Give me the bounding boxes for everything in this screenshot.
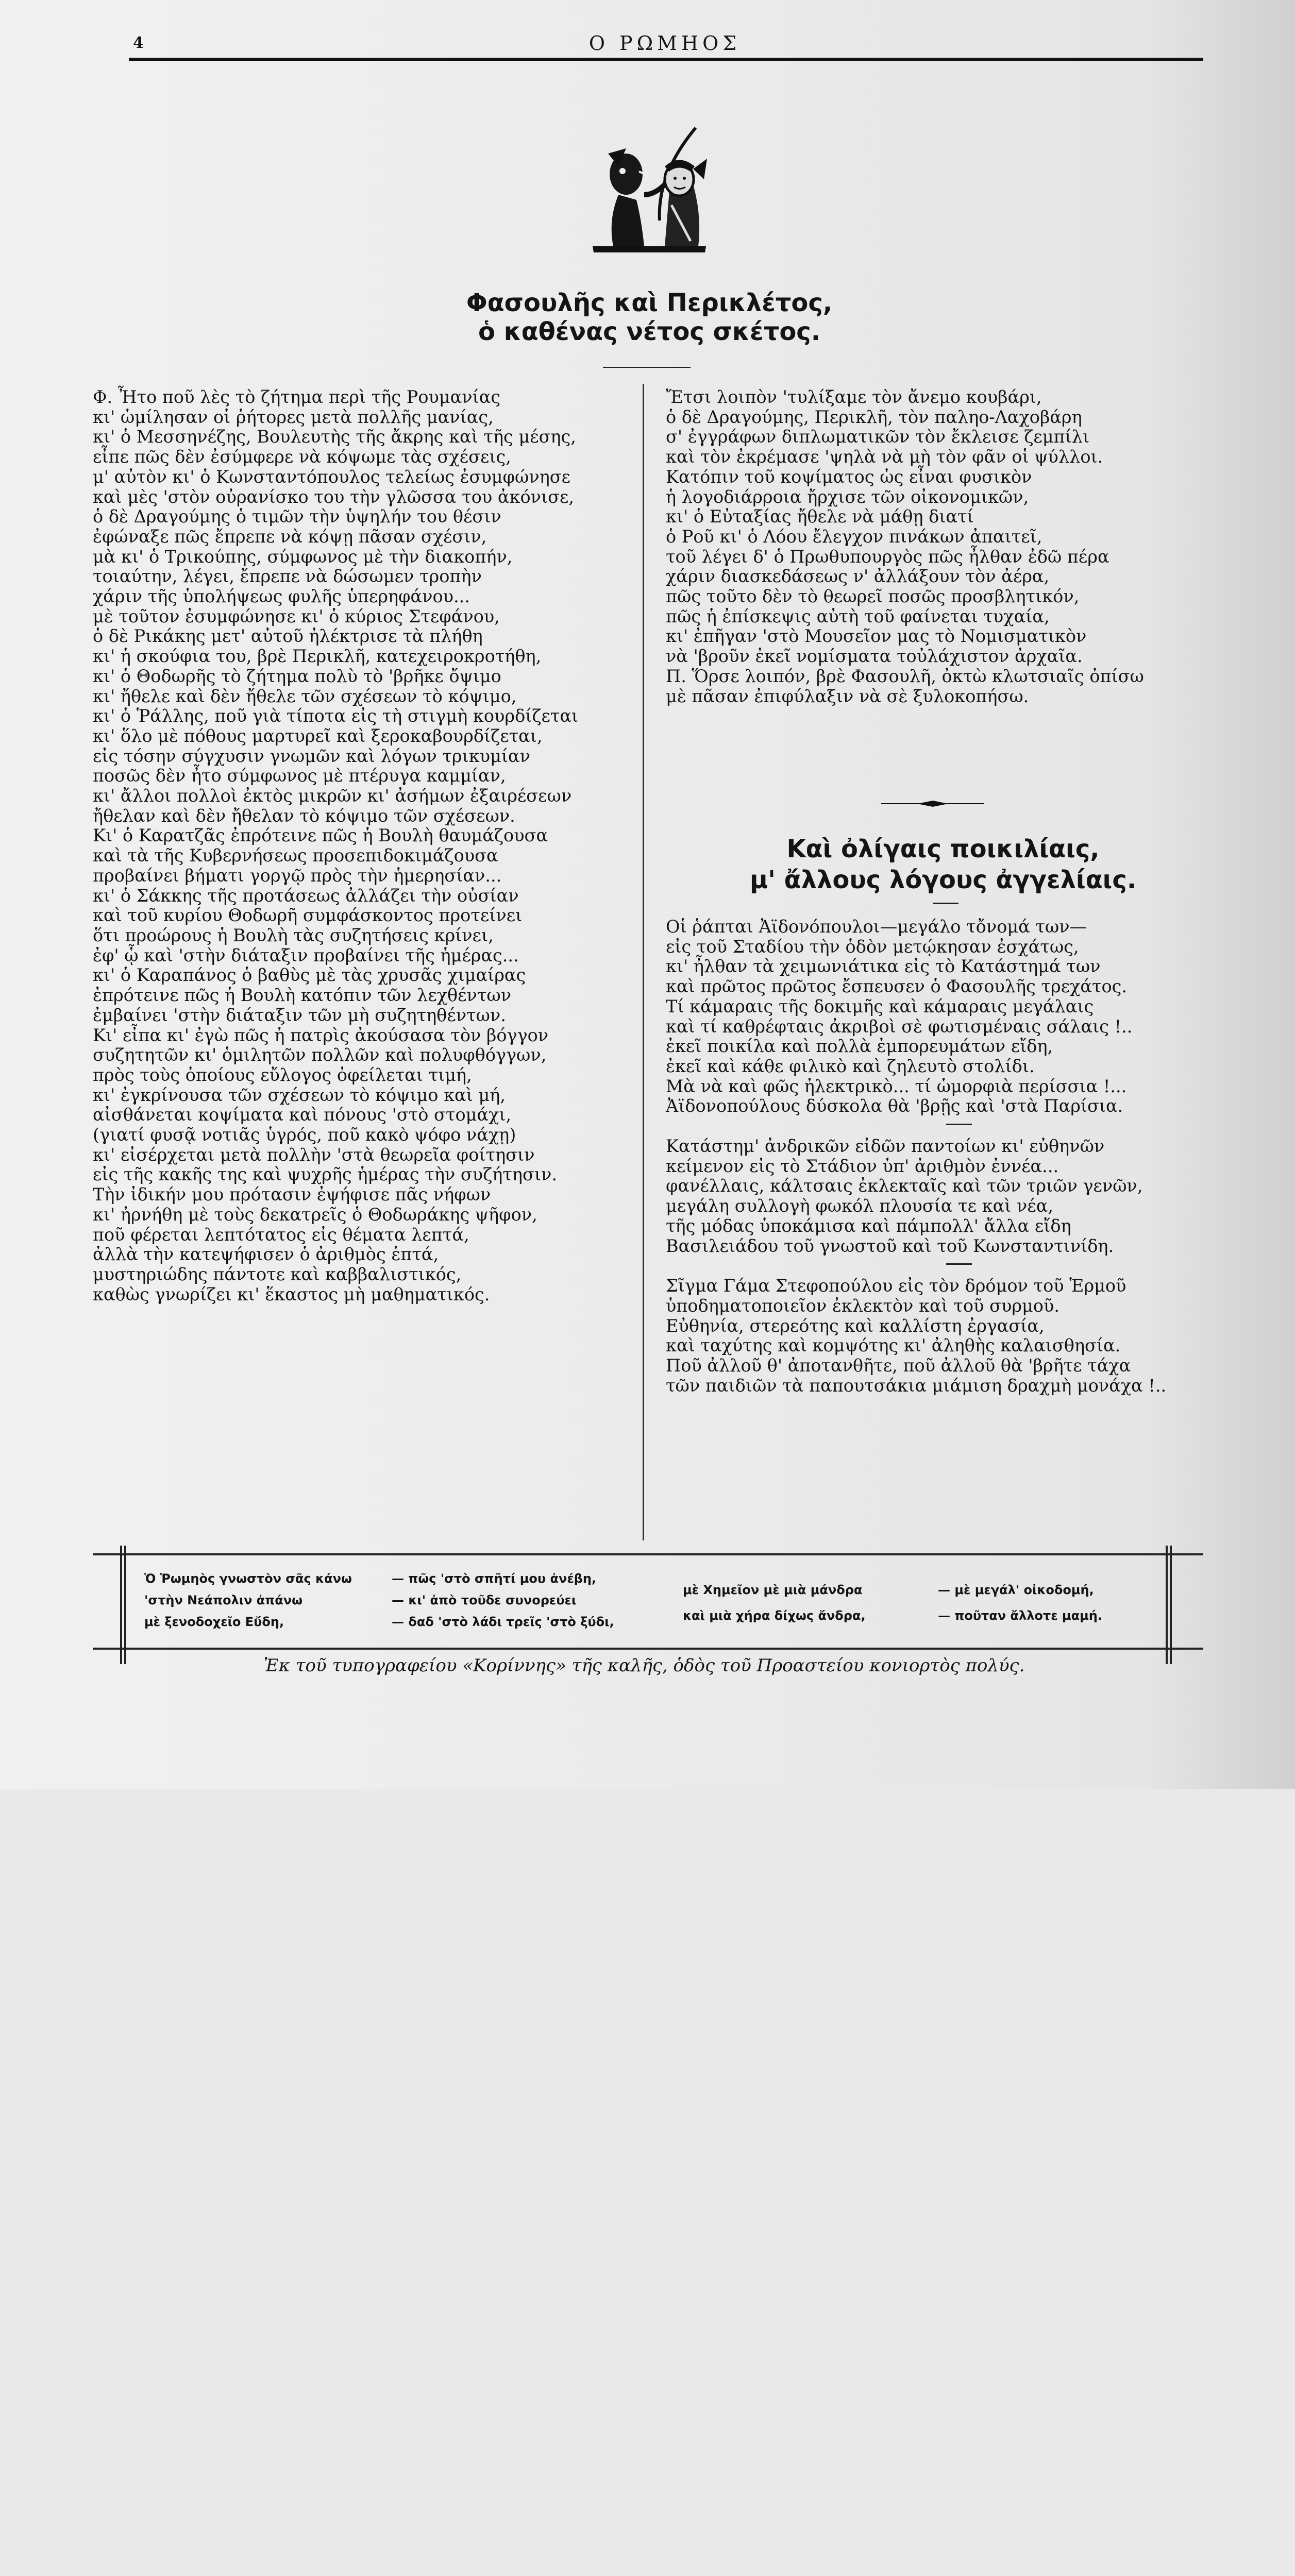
verse-line: πῶς τοῦτο δὲν τὸ θεωρεῖ ποσῶς προσβλητικόν,: [666, 586, 1080, 607]
verse-line: σ' ἐγγράφων διπλωματικῶν τὸν ἔκλεισε ζεμπίλι: [666, 427, 1090, 447]
notice-left-bar: [124, 1546, 126, 1664]
verse-line: Φ. Ἦτο ποῦ λὲς τὸ ζήτημα περὶ τῆς Ρουμανίας: [93, 387, 501, 407]
section-dash: [946, 1263, 972, 1265]
verse-line: καὶ πρῶτος πρῶτος ἔσπευσεν ὁ Φασουλῆς τρεχάτος.: [666, 976, 1128, 997]
verse-line: μὰ κι' ὁ Τρικούπης, σύμφωνος μὲ τὴν διακοπήν,: [93, 546, 513, 567]
verse-line: χάριν διασκεδάσεως ν' ἀλλάξουν τὸν ἀέρα,: [666, 566, 1050, 587]
notice-text: — ποῦταν ἄλλοτε μαμή.: [938, 1608, 1102, 1623]
verse-line: μυστηριώδης πάντοτε καὶ καββαλιστικός,: [93, 1264, 462, 1284]
verse-line: κι' ἡ σκούφια του, βρὲ Περικλῆ, κατεχειροκροτήθη,: [93, 646, 542, 667]
ornament-separator: [881, 800, 984, 807]
notice-text: — μὲ μεγάλ' οἰκοδομή,: [938, 1583, 1094, 1597]
notice-text: — δαδ 'στὸ λάδι τρεῖς 'στὸ ξύδι,: [392, 1615, 614, 1629]
verse-line: καὶ τὸν ἐκρέμασε 'ψηλὰ νὰ μὴ τὸν φᾶν οἱ ψύλλοι.: [666, 447, 1103, 467]
verse-line: καὶ τί καθρέφταις ἀκριβοὶ σὲ φωτισμέναις σάλαις !..: [666, 1016, 1133, 1037]
advertisements-column: [666, 917, 1166, 1396]
page-number: 4: [133, 34, 144, 52]
title-separator: [603, 367, 691, 368]
verse-line: κι' εἰσέρχεται μετὰ πολλὴν 'στὰ θεωρεῖα φοίτησιν: [93, 1144, 535, 1165]
verse-line: ἡ λογοδιάρροια ἤρχισε τῶν οἰκονομικῶν,: [666, 486, 1029, 507]
verse-line: κι' ἦλθαν τὰ χειμωνιάτικα εἰς τὸ Κατάστημά των: [666, 956, 1101, 977]
verse-line: κι' ἐγκρίνουσα τῶν σχέσεων τὸ κόψιμο καὶ μή,: [93, 1084, 506, 1105]
verse-line: κι' ὁ Εὐταξίας ἤθελε νὰ μάθῃ διατί: [666, 506, 974, 527]
notice-left-bar: [120, 1546, 122, 1664]
verse-line: εἶπε πῶς δὲν ἐσύμφερε νὰ κόψωμε τὰς σχέσεις,: [93, 447, 511, 467]
ads-title-line: Καὶ ὀλίγαις ποικιλίαις,: [786, 835, 1100, 863]
verse-line: μεγάλη συλλογὴ φωκόλ πλουσία τε καὶ νέα,: [666, 1196, 1054, 1216]
verse-line: Ἀϊδονοπούλους δύσκολα θὰ 'βρῇς καὶ 'στὰ Παρίσια.: [666, 1096, 1123, 1116]
notice-box: [129, 1560, 1165, 1642]
verse-line: ὅτι προώρους ἡ Βουλὴ τὰς συζητήσεις κρίνει,: [93, 925, 494, 945]
verse-line: κείμενον εἰς τὸ Στάδιον ὑπ' ἀριθμὸν ἐννέα...: [666, 1156, 1059, 1176]
verse-line: ὁ δὲ Δραγούμης, Περικλῆ, τὸν παληο-Λαχοβάρη: [666, 406, 1082, 427]
verse-line: κι' ὁ Ῥάλλης, ποῦ γιὰ τίποτα εἰς τὴ στιγμὴ κουρδίζεται: [93, 706, 579, 726]
verse-line: προβαίνει βήματι γοργῷ πρὸς τὴν ἡμερησίαν...: [93, 865, 502, 886]
verse-line: Μὰ νὰ καὶ φῶς ἠλεκτρικὸ... τί ὡμορφιὰ περίσσια !...: [666, 1076, 1127, 1096]
notice-text: μὲ Χημεῖον μὲ μιὰ μάνδρα: [683, 1583, 863, 1597]
article-title: [392, 289, 907, 346]
verse-line: ἐκεῖ ποικίλα καὶ πολλὰ ἐμπορευμάτων εἴδη,: [666, 1036, 1053, 1057]
verse-line: φανέλλαις, κάλτσαις ἐκλεκταῖς καὶ τῶν τριῶν γενῶν,: [666, 1176, 1143, 1196]
verse-line: Κατάστημ' ἀνδρικῶν εἰδῶν παντοίων κι' εὐθηνῶν: [666, 1136, 1105, 1157]
verse-line: ἐκεῖ καὶ κάθε φιλικὸ καὶ ζηλευτὸ στολίδι.: [666, 1056, 1035, 1076]
verse-line: Κατόπιν τοῦ κοψίματος ὡς εἶναι φυσικὸν: [666, 466, 1032, 487]
verse-line: Οἱ ῥάπται Ἀϊδονόπουλοι—μεγάλο τὄνομά των—: [666, 917, 1087, 937]
verse-line: ὁ δὲ Δραγούμης ὁ τιμῶν τὴν ὑψηλήν του θέσιν: [93, 506, 501, 527]
right-column-poem: [666, 387, 1144, 706]
verse-line: ὑποδηματοποιεῖον ἐκλεκτὸν καὶ τοῦ συρμοῦ.: [666, 1295, 1059, 1316]
notice-text: — πῶς 'στὸ σπῆτί μου ἀνέβη,: [392, 1571, 597, 1586]
section-dash: [946, 1124, 972, 1125]
verse-line: ποῦ φέρεται λεπτότατος εἰς θέματα λεπτά,: [93, 1224, 469, 1245]
verse-line: κι' ὁ Σάκκης τῆς προτάσεως ἀλλάζει τὴν οὐσίαν: [93, 885, 519, 906]
notice-text: Ὁ Ῥωμηὸς γνωστὸν σᾶς κάνω: [144, 1571, 352, 1586]
verse-line: κι' ἐπῆγαν 'στὸ Μουσεῖον μας τὸ Νομισματικὸν: [666, 626, 1087, 647]
verse-line: κι' ἠρνήθη μὲ τοὺς δεκατρεῖς ὁ Θοδωράκης ψῆφον,: [93, 1204, 537, 1225]
verse-line: ἤθελαν καὶ δὲν ἤθελαν τὸ κόψιμο τῶν σχέσεων.: [93, 805, 515, 826]
verse-line: καθὼς γνωρίζει κι' ἕκαστος μὴ μαθηματικός.: [93, 1284, 490, 1304]
verse-line: καὶ τὰ τῆς Κυβερνήσεως προσεπιδοκιμάζουσα: [93, 845, 498, 866]
ads-subtitle-line: μ' ἄλλους λόγους ἀγγελίαις.: [749, 866, 1137, 894]
verse-line: ποσῶς δὲν ἦτο σύμφωνος μὲ πτέρυγα καμμίαν,: [93, 766, 506, 786]
verse-line: ἀλλὰ τὴν κατεψήφισεν ὁ ἀριθμὸς ἑπτά,: [93, 1244, 439, 1265]
notice-right-bar: [1170, 1546, 1172, 1664]
verse-line: κι' ὁ Μεσσηνέζης, Βουλευτὴς τῆς ἄκρης καὶ τῆς μέσης,: [93, 427, 576, 447]
verse-line: πρὸς τοὺς ὁποίους εὔλογος ὀφείλεται τιμή,: [93, 1064, 472, 1085]
verse-line: συζητητῶν κι' ὁμιλητῶν πολλῶν καὶ πολυφθόγγων,: [93, 1045, 547, 1065]
verse-line: καὶ μὲς 'στὸν οὐρανίσκο του τὴν γλῶσσα του ἀκόνισε,: [93, 486, 574, 507]
verse-line: μὲ τοῦτον ἐσυμφώνησε κι' ὁ κύριος Στεφάνου,: [93, 606, 500, 626]
verse-line: Τὴν ἰδικήν μου πρότασιν ἐψήφισε πᾶς νήφων: [93, 1184, 491, 1205]
running-head: Ο ΡΩΜΗΟΣ: [588, 32, 741, 55]
verse-line: μ' αὐτὸν κι' ὁ Κωνσταντόπουλος τελείως ἐσυμφώνησε: [93, 466, 570, 487]
verse-line: Κι' ὁ Καρατζᾶς ἐπρότεινε πῶς ἡ Βουλὴ θαυμάζουσα: [93, 825, 548, 846]
ads-title: [711, 834, 1175, 895]
column-divider: [643, 384, 644, 1540]
verse-line: κι' ὅλο μὲ πόθους μαρτυρεῖ καὶ ξεροκαβουρδίζεται,: [93, 725, 543, 746]
verse-line: κι' ὡμίλησαν οἱ ῥήτορες μετὰ πολλῆς μανίας,: [93, 406, 494, 427]
header-rule: [129, 58, 1203, 61]
verse-line: ὁ Ρoῦ κι' ὁ Λόου ἔλεγχον πινάκων ἀπαιτεῖ,: [666, 526, 1042, 547]
verse-line: Ποῦ ἀλλοῦ θ' ἀποτανθῆτε, ποῦ ἀλλοῦ θὰ 'βρῆτε τάχα: [666, 1355, 1131, 1376]
verse-line: Τί κάμαραις τῆς δοκιμῆς καὶ κάμαραις μεγάλαις: [666, 996, 1094, 1016]
verse-line: τοιαύτην, λέγει, ἔπρεπε νὰ δώσωμεν τροπὴν: [93, 566, 482, 587]
article-title-line: Φασουλῆς καὶ Περικλέτος,: [466, 289, 833, 317]
verse-line: αἰσθάνεται κοψίματα καὶ πόνους 'στὸ στομάχι,: [93, 1105, 512, 1125]
verse-line: ἐφ' ᾧ καὶ 'στὴν διάταξιν προβαίνει τῆς ἡμέρας...: [93, 945, 519, 965]
notice-top-rule: [93, 1553, 1203, 1555]
verse-line: (γιατί φυσᾷ νοτιᾶς ὑγρός, ποῦ κακὸ ψόφο νάχῃ): [93, 1125, 516, 1145]
puppet-illustration: [587, 117, 711, 262]
verse-line: Κι' εἶπα κι' ἐγὼ πῶς ἡ πατρὶς ἀκούσασα τὸν βόγγον: [93, 1025, 549, 1045]
verse-line: κι' ἄλλοι πολλοὶ ἐκτὸς μικρῶν κι' ἀσήμων ἐξαιρέσεων: [93, 786, 572, 806]
notice-text: 'στὴν Νεάπολιν ἀπάνω: [144, 1593, 302, 1607]
verse-line: Εὐθηνία, στερεότης καὶ καλλίστη ἐργασία,: [666, 1315, 1045, 1336]
verse-line: Ἔτσι λοιπὸν 'τυλίξαμε τὸν ἄνεμο κουβάρι,: [666, 387, 1042, 407]
verse-line: τῶν παιδιῶν τὰ παπουτσάκια μιάμιση δραχμὴ μονάχα !..: [666, 1375, 1167, 1396]
verse-line: ἐφώναξε πῶς ἔπρεπε νὰ κόψῃ πᾶσαν σχέσιν,: [93, 526, 487, 547]
verse-line: μὲ πᾶσαν ἐπιφύλαξιν νὰ σὲ ξυλοκοπήσω.: [666, 686, 1029, 706]
verse-line: καὶ τοῦ κυρίου Θοδωρῆ συμφάσκοντος προτείνει: [93, 905, 523, 926]
printer-imprint: Ἐκ τοῦ τυπογραφείου «Κορίννης» τῆς καλῆς, ὁδὸς τοῦ Προαστείου κονιορτὸς πολύς.: [263, 1655, 1025, 1676]
verse-line: κι' ὁ Καραπάνος ὁ βαθὺς μὲ τὰς χρυσᾶς χιμαίρας: [93, 965, 526, 986]
notice-right-bar: [1166, 1546, 1168, 1664]
verse-line: ὁ δὲ Ρικάκης μετ' αὐτοῦ ἠλέκτρισε τὰ πλήθη: [93, 626, 483, 647]
verse-line: καὶ ταχύτης καὶ κομψότης κι' ἀληθὴς καλαισθησία.: [666, 1335, 1121, 1356]
verse-line: χάριν τῆς ὑπολήψεως φυλῆς ὑπερηφάνου...: [93, 586, 470, 607]
notice-text: μὲ ξενοδοχεῖο Εὔδη,: [144, 1615, 284, 1629]
verse-line: Βασιλειάδου τοῦ γνωστοῦ καὶ τοῦ Κωνσταντινίδη.: [666, 1235, 1114, 1256]
verse-line: Π. Ὅρσε λοιπόν, βρὲ Φασουλῆ, ὀκτὼ κλωτσιαῖς ὀπίσω: [666, 666, 1144, 686]
verse-line: εἰς τόσην σύγχυσιν γνωμῶν καὶ λόγων τρικυμίαν: [93, 745, 530, 766]
title-dash: [933, 903, 958, 904]
verse-line: νὰ 'βροῦν ἐκεῖ νομίσματα τοὐλάχιστον ἀρχαῖα.: [666, 646, 1083, 667]
notice-bottom-rule: [93, 1648, 1203, 1650]
article-subtitle-line: ὁ καθένας νέτος σκέτος.: [478, 317, 820, 346]
verse-line: πῶς ἡ ἐπίσκεψις αὐτὴ τοῦ φαίνεται τυχαία,: [666, 606, 1050, 626]
verse-line: κι' ἤθελε καὶ δὲν ἤθελε τῶν σχέσεων τὸ κόψιμο,: [93, 686, 517, 706]
verse-line: κι' ὁ Θοδωρῆς τὸ ζήτημα πολὺ τὸ 'βρῆκε ὄψιμο: [93, 666, 501, 686]
verse-line: Σῖγμα Γάμα Στεφοπούλου εἰς τὸν δρόμον τοῦ Ἑρμοῦ: [666, 1276, 1126, 1296]
verse-line: εἰς τῆς κακῆς της καὶ ψυχρῆς ἡμέρας τὴν συζήτησιν.: [93, 1164, 557, 1185]
verse-line: τῆς μόδας ὑποκάμισα καὶ πάμπολλ' ἄλλα εἴδη: [666, 1215, 1071, 1236]
verse-line: ἐμβαίνει 'στὴν διάταξιν τῶν μὴ συζητηθέντων.: [93, 1005, 506, 1025]
notice-text: — κι' ἀπὸ τοῦδε συνορεύει: [392, 1593, 577, 1607]
verse-line: τοῦ λέγει δ' ὁ Πρωθυπουργὸς πῶς ἦλθαν ἐδῶ πέρα: [666, 546, 1109, 567]
notice-text: καὶ μιὰ χήρα δίχως ἄνδρα,: [683, 1608, 866, 1623]
verse-line: ἐπρότεινε πῶς ἡ Βουλὴ κατόπιν τῶν λεχθέντων: [93, 985, 512, 1006]
left-column-poem: [93, 387, 578, 1304]
verse-line: εἰς τοῦ Σταδίου τὴν ὁδὸν μετῴκησαν ἐσχάτως,: [666, 936, 1079, 957]
